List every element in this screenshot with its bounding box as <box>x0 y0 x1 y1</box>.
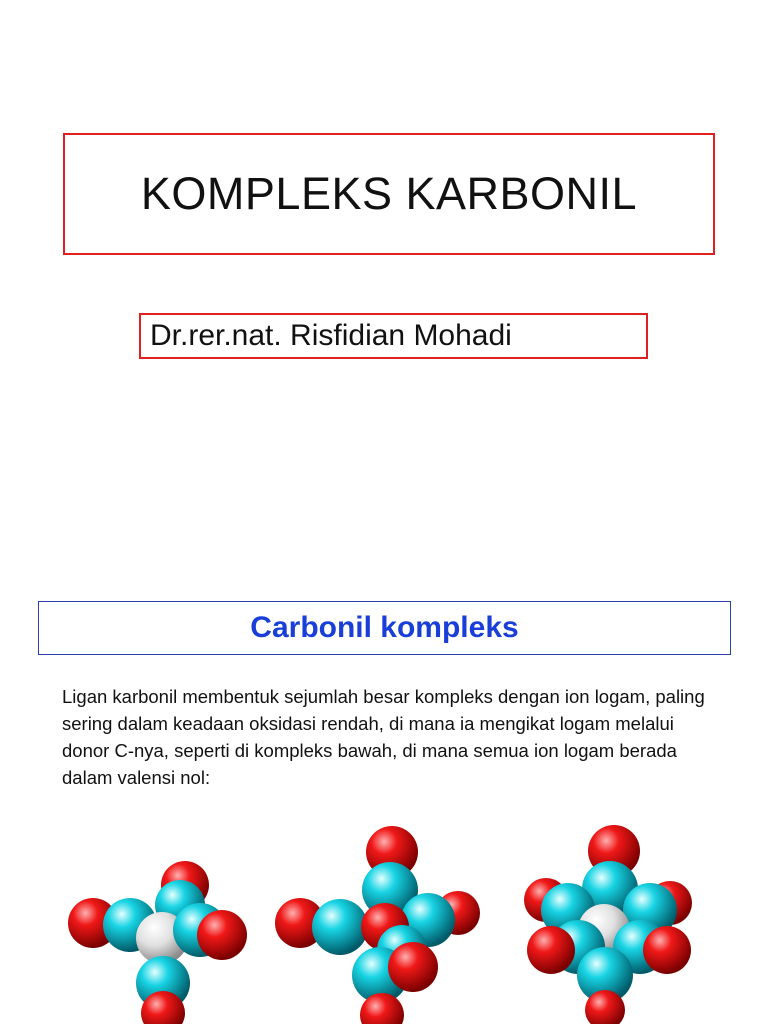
section-heading-box <box>38 601 731 655</box>
body-paragraph: Ligan karbonil membentuk sejumlah besar kompleks dengan ion logam, paling sering dalam keadaan oksidasi rendah, di mana ia mengikat logam melalui donor C-nya, seperti di kompleks bawah, di mana semua ion logam berada dalam valensi nol: <box>62 686 705 788</box>
molecule-tetrahedral-icon <box>68 861 247 1024</box>
section-heading: Carbonil kompleks <box>250 611 519 644</box>
molecule-octahedral-icon <box>524 825 692 1024</box>
title-box <box>63 133 715 255</box>
author-name: Dr.rer.nat. Risfidian Mohadi <box>150 319 512 352</box>
molecule-images <box>0 815 768 1024</box>
slide-title: KOMPLEKS KARBONIL <box>140 168 638 219</box>
author-box <box>139 313 648 359</box>
molecule-trigonal-bipyramidal-icon <box>275 826 480 1024</box>
